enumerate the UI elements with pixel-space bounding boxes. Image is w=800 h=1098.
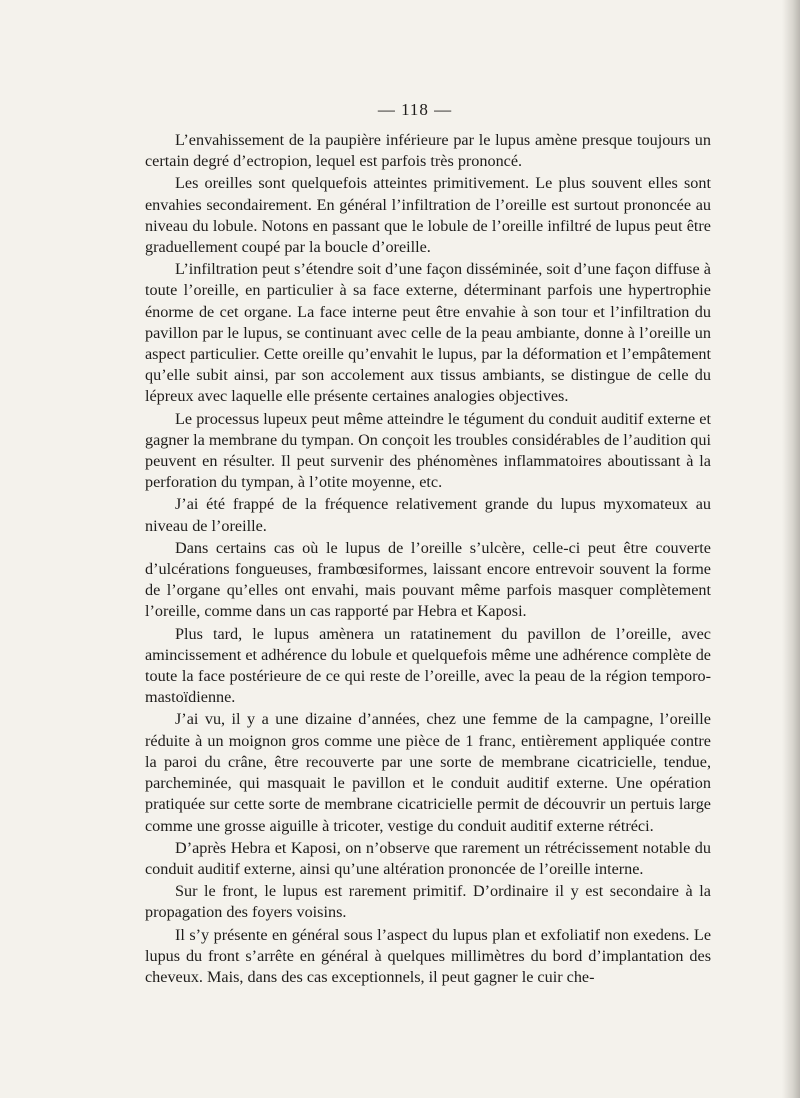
paragraph: Les oreilles sont quelquefois atteintes primitivement. Le plus souvent elles sont envahies secondairement. En général l’infiltration de l’oreille est surtout prononcée au niveau du lobule. Notons en passant que le lobule de l’oreille infiltré de lupus peut être graduellement coupé par la boucle d’oreille.: [145, 174, 711, 257]
paragraph: Dans certains cas où le lupus de l’oreille s’ulcère, celle-ci peut être couverte d’ulcérations fongueuses, frambœsiformes, laissant encore entrevoir souvent la forme de l’organe qu’elles ont envahi, mais pouvant même parfois masquer complètement l’oreille, comme dans un cas rapporté par Hebra et Kaposi.: [145, 538, 711, 621]
paragraph: Sur le front, le lupus est rarement primitif. D’ordinaire il y est secondaire à la propagation des foyers voisins.: [145, 882, 711, 922]
page-edge-shadow: [782, 0, 800, 1098]
page-number: — 118 —: [377, 100, 453, 119]
paragraph: D’après Hebra et Kaposi, on n’observe que rarement un rétrécissement notable du conduit auditif externe, ainsi qu’une altération prononcée de l’oreille interne.: [145, 838, 711, 878]
body-text: [145, 130, 711, 989]
paragraph: Plus tard, le lupus amènera un ratatinement du pavillon de l’oreille, avec amincissement et adhérence du lobule et quelquefois même une adhérence complète de toute la face postérieure de ce qui reste de l’oreille, avec la peau de la région temporo-mastoïdienne.: [145, 624, 711, 707]
paragraph: Le processus lupeux peut même atteindre le tégument du conduit auditif externe et gagner la membrane du tympan. On conçoit les troubles considérables de l’audition qui peuvent en résulter. Il peut survenir des phénomènes inflammatoires aboutissant à la perforation du tympan, à l’otite moyenne, etc.: [145, 409, 711, 492]
paragraph: L’envahissement de la paupière inférieure par le lupus amène presque toujours un certain degré d’ectropion, lequel est parfois très prononcé.: [145, 131, 711, 171]
paragraph: J’ai été frappé de la fréquence relativement grande du lupus myxomateux au niveau de l’oreille.: [145, 495, 711, 535]
paragraph: L’infiltration peut s’étendre soit d’une façon disséminée, soit d’une façon diffuse à toute l’oreille, en particulier à sa face externe, déterminant parfois une hypertrophie énorme de cet organe. La face interne peut être envahie à son tour et l’infiltration du pavillon par le lupus, se continuant avec celle de la peau ambiante, donne à l’oreille un aspect particulier. Cette oreille qu’envahit le lupus, par la déformation et l’empâtement qu’elle subit ainsi, par son accolement aux tissus ambiants, se distingue de celle du lépreux avec laquelle elle présente certaines analogies objectives.: [145, 260, 711, 406]
paragraph: Il s’y présente en général sous l’aspect du lupus plan et exfoliatif non exedens. Le lupus du front s’arrête en général à quelques millimètres du bord d’implantation des cheveux. Mais, dans des cas exceptionnels, il peut gagner le cuir che-: [145, 925, 711, 986]
paragraph: J’ai vu, il y a une dizaine d’années, chez une femme de la campagne, l’oreille réduite à un moignon gros comme une pièce de 1 franc, entièrement appliquée contre la paroi du crâne, être recouverte par une sorte de membrane cicatricielle, tendue, parcheminée, qui masquait le pavillon et le conduit auditif externe. Une opération pratiquée sur cette sorte de membrane cicatricielle permit de découvrir un pertuis large comme une grosse aiguille à tricoter, vestige du conduit auditif externe rétréci.: [145, 710, 711, 835]
